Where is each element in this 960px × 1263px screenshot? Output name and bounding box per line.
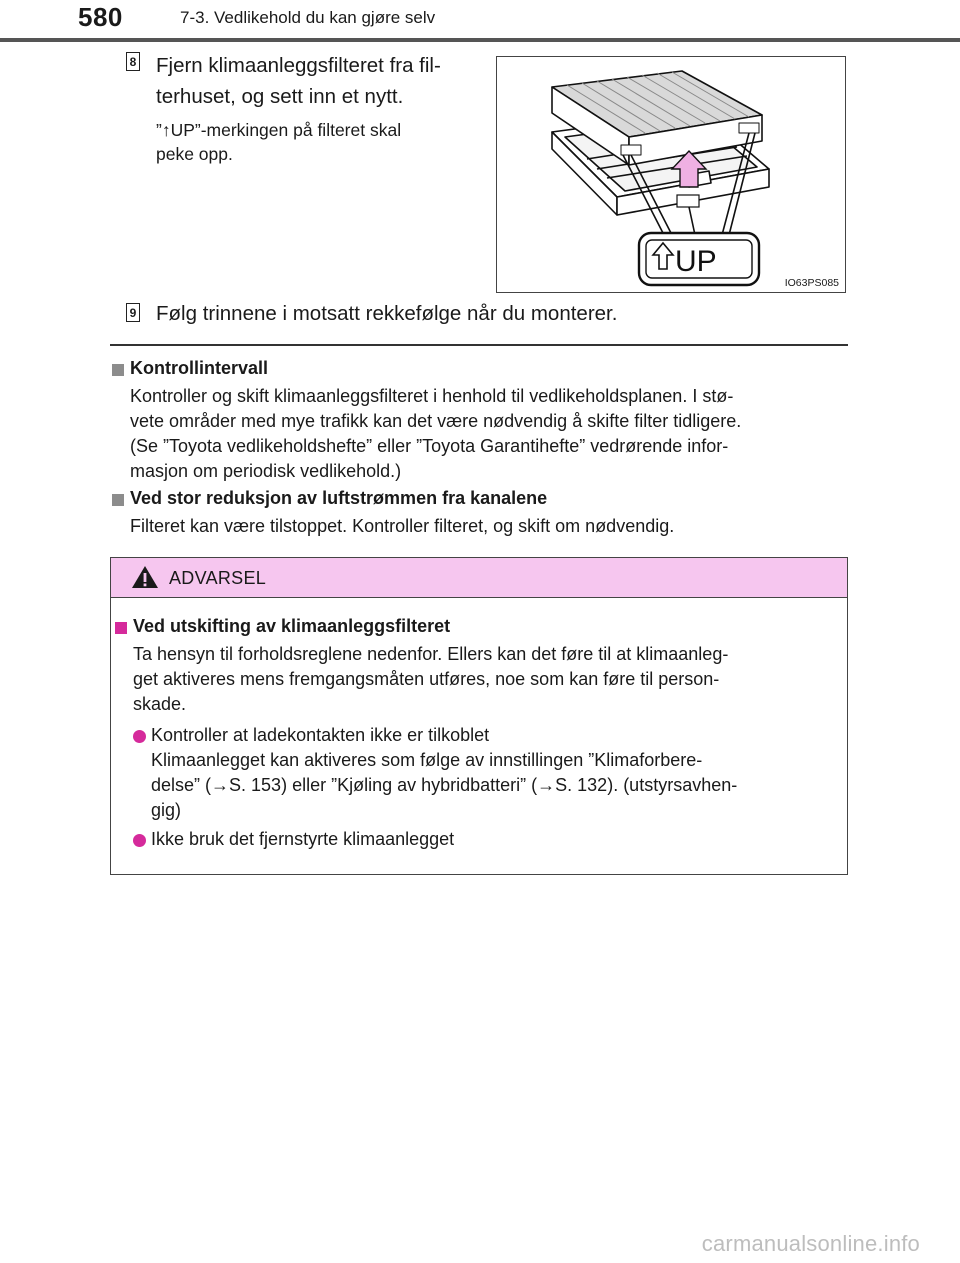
header-rule [0, 38, 960, 42]
step-8-note [156, 118, 478, 166]
warning-bullet-1-line-1: Klimaanlegget kan aktiveres som følge av innstillingen ”Klimaforbere- [151, 750, 703, 770]
step-8-note-line-1 [156, 118, 478, 142]
warning-bullet-1-head: Kontroller at ladekontakten ikke er tilkoblet [151, 725, 490, 745]
warning-bullet-2: Ikke bruk det fjernstyrte klimaanlegget [151, 829, 455, 849]
step-8-note-text: UP”-merkingen på filteret skal [170, 120, 402, 140]
pink-dot-bullet-icon [133, 730, 146, 743]
page-number: 580 [78, 2, 123, 32]
arrow-up-icon: ↑ [161, 120, 171, 140]
warning-triangle-icon [131, 564, 159, 590]
reduksjon-body: Filteret kan være tilstoppet. Kontroller filteret, og skift om nødvendig. [130, 516, 675, 536]
warning-bullet-1-line-2 [151, 773, 833, 798]
warning-intro-line-2: get aktiveres mens fremgangsmåten utføres, noe som kan føre til person- [133, 669, 720, 689]
pink-square-bullet-icon [115, 622, 127, 634]
section-separator [110, 344, 848, 346]
warning-bullet-1-line-3: gig) [151, 800, 182, 820]
warning-intro [133, 642, 833, 717]
kontroll-line-3: (Se ”Toyota vedlikeholdshefte” eller ”Toyota Garantihefte” vedrørende infor- [130, 436, 729, 456]
figure-code: IO63PS085 [784, 277, 839, 289]
watermark: carmanualsonline.info [701, 1231, 920, 1256]
quote-mark: ” [156, 120, 162, 140]
step-8-line-1: Fjern klimaanleggsfilteret fra fil- [156, 54, 441, 77]
text-run: S. 153) eller ”Kjøling av hybridbatteri” ( [229, 775, 538, 795]
arrow-right-icon: → [211, 775, 230, 795]
step-8-note-line-2: peke opp. [156, 144, 233, 164]
arrow-right-icon: → [537, 775, 556, 795]
warning-title: ADVARSEL [169, 568, 267, 588]
kontroll-line-1: Kontroller og skift klimaanleggsfilteret i henhold til vedlikeholdsplanen. I stø- [130, 386, 734, 406]
text-run: S. 132). (utstyrsavhen- [555, 775, 738, 795]
filter-diagram-svg [497, 57, 844, 291]
kontroll-line-2: vete områder med mye trafikk kan det være nødvendig å skifte filter tidligere. [130, 411, 742, 431]
warning-intro-line-3: skade. [133, 694, 187, 714]
warning-intro-line-1: Ta hensyn til forholdsreglene nedenfor. Ellers kan det føre til at klimaanleg- [133, 644, 729, 664]
step-8-line-2: terhuset, og sett inn et nytt. [156, 85, 404, 108]
text-run: delse” ( [151, 775, 212, 795]
step-8-text [156, 50, 486, 112]
pink-dot-bullet-icon [133, 834, 146, 847]
step-9-text: Følg trinnene i motsatt rekkefølge når du monterer. [156, 302, 618, 325]
warning-bullet-1 [151, 723, 833, 823]
square-bullet-icon [112, 494, 124, 506]
warning-header [111, 558, 847, 598]
section-title: 7-3. Vedlikehold du kan gjøre selv [180, 8, 436, 27]
kontroll-body [130, 384, 840, 484]
up-label: UP [675, 245, 717, 278]
kontroll-line-4: masjon om periodisk vedlikehold.) [130, 461, 402, 481]
step-badge-8: 8 [126, 52, 140, 71]
warning-heading: Ved utskifting av klimaanleggsfilteret [133, 616, 451, 636]
filter-illustration [496, 56, 846, 293]
reduksjon-heading: Ved stor reduksjon av luftstrømmen fra kanalene [130, 488, 548, 508]
square-bullet-icon [112, 364, 124, 376]
kontroll-heading: Kontrollintervall [130, 358, 269, 378]
warning-box [110, 557, 848, 875]
step-badge-9: 9 [126, 303, 140, 322]
